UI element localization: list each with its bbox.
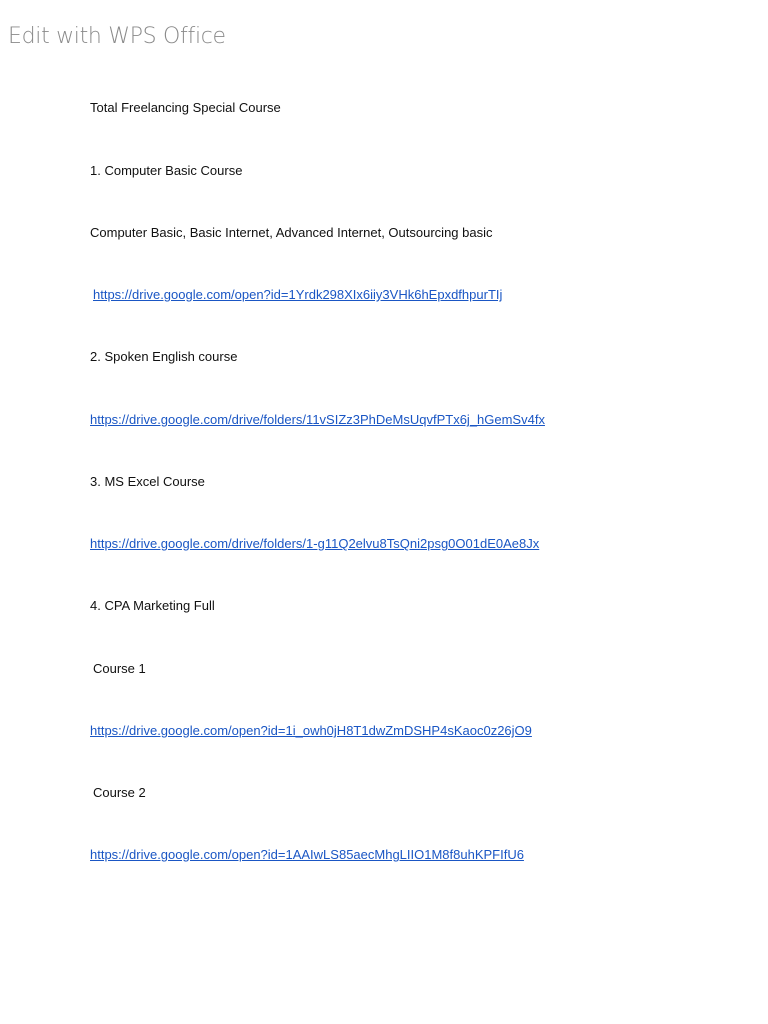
course-1-label: Course 1 <box>93 661 146 676</box>
section-1-description: Computer Basic, Basic Internet, Advanced Internet, Outsourcing basic <box>90 225 493 240</box>
section-2-link[interactable]: https://drive.google.com/drive/folders/11vSIZz3PhDeMsUqvfPTx6j_hGemSv4fx <box>90 412 545 427</box>
section-3-heading: 3. MS Excel Course <box>90 474 205 489</box>
section-3-link[interactable]: https://drive.google.com/drive/folders/1-g11Q2elvu8TsQni2psg0O01dE0Ae8Jx <box>90 536 540 551</box>
section-1-link[interactable]: https://drive.google.com/open?id=1Yrdk298XIx6iiy3VHk6hEpxdfhpurTIj <box>93 287 503 302</box>
section-4-heading: 4. CPA Marketing Full <box>90 598 215 613</box>
course-2-label: Course 2 <box>93 785 146 800</box>
section-1-heading: 1. Computer Basic Course <box>90 163 243 178</box>
course-2-link[interactable]: https://drive.google.com/open?id=1AAIwLS85aecMhgLIIO1M8f8uhKPFIfU6 <box>90 847 524 862</box>
wps-watermark: Edit with WPS Office <box>8 24 226 49</box>
course-1-link[interactable]: https://drive.google.com/open?id=1i_owh0jH8T1dwZmDSHP4sKaoc0z26jO9 <box>90 723 532 738</box>
document-title: Total Freelancing Special Course <box>90 100 281 115</box>
section-2-heading: 2. Spoken English course <box>90 349 238 364</box>
